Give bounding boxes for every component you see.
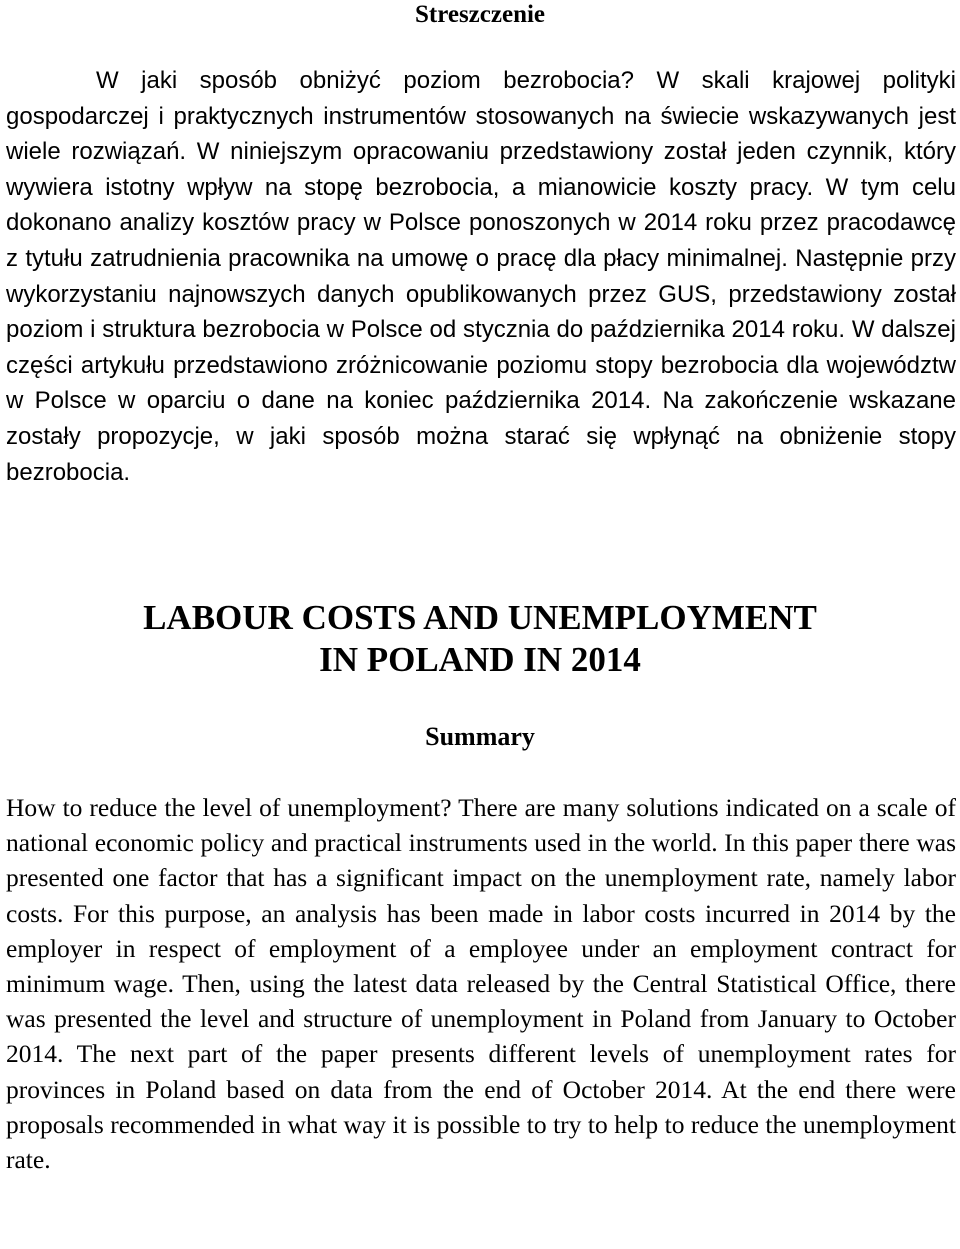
streszczenie-heading: Streszczenie	[414, 1, 546, 28]
english-title-line-1: LABOUR COSTS AND UNEMPLOYMENT	[143, 598, 817, 637]
english-summary-paragraph: How to reduce the level of unemployment? There are many solutions indicated on a scale of national economic policy and practical instruments used in the world. In this paper there was presented one factor that has a significant impact on the unemployment rate, namely labor costs. For this purpose, an analysis has been made in labor costs incurred in 2014 by the employer in respect of employment of a employee under an employment contract for minimum wage. Then, using the latest data released by the Central Statistical Office, there was presented the level and structure of unemployment in Poland from January to October 2014. The next part of the paper presents different levels of unemployment rates for provinces in Poland based on data from the end of October 2014. At the end there were proposals recommended in what way it is possible to try to help to reduce the unemployment rate.	[6, 793, 956, 1175]
english-title	[0, 597, 960, 681]
summary-heading: Summary	[425, 722, 535, 751]
english-title-line-2: IN POLAND IN 2014	[319, 640, 641, 679]
polish-abstract-paragraph: W jaki sposób obniżyć poziom bezrobocia? W skali krajowej polityki gospodarczej i praktycznych instrumentów stosowanych na świecie wskazywanych jest wiele rozwiązań. W niniejszym opracowaniu przedstawiony został jeden czynnik, który wywiera istotny wpływ na stopę bezrobocia, a mianowicie koszty pracy. W tym celu dokonano analizy kosztów pracy w Polsce ponoszonych w 2014 roku przez pracodawcę z tytułu zatrudnienia pracownika na umowę o pracę dla płacy minimalnej. Następnie przy wykorzystaniu najnowszych danych opublikowanych przez GUS, przedstawiony został poziom i struktura bezrobocia w Polsce od stycznia do października 2014 roku. W dalszej części artykułu przedstawiono zróżnicowanie poziomu stopy bezrobocia dla województw w Polsce w oparciu o dane na koniec października 2014. Na zakończenie wskazane zostały propozycje, w jaki sposób można starać się wpłynąć na obniżenie stopy bezrobocia.	[6, 67, 956, 486]
